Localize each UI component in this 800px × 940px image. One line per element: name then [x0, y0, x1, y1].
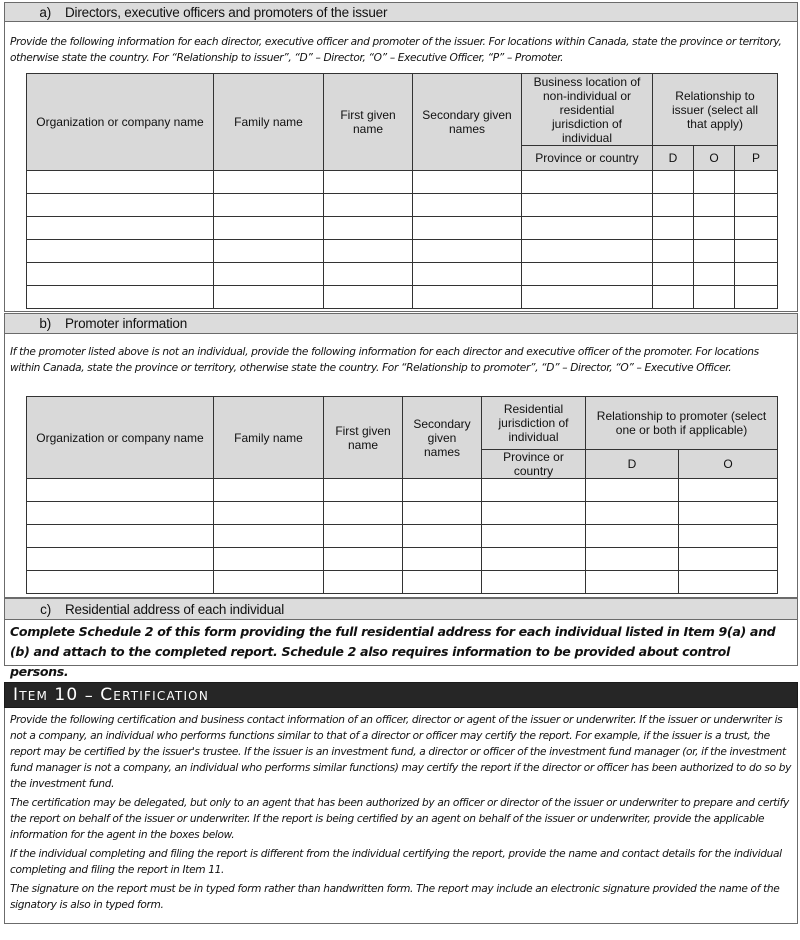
col-first-given-name: First given name — [324, 74, 413, 171]
org-name-input[interactable] — [27, 525, 213, 547]
first-given-name-input[interactable] — [324, 171, 412, 193]
cell-province-country[interactable] — [522, 171, 653, 194]
cell-secondary-given-names[interactable] — [413, 194, 522, 217]
cell-first-given-name[interactable] — [324, 525, 403, 548]
rel-d-input[interactable] — [586, 479, 678, 501]
col-rel-p: P — [735, 146, 778, 171]
cell-province-country[interactable] — [482, 548, 586, 571]
item-10-instructions — [10, 712, 792, 913]
cell-rel-o[interactable] — [694, 263, 735, 286]
family-name-input[interactable] — [214, 286, 323, 308]
province-country-input[interactable] — [482, 502, 585, 524]
cell-secondary-given-names[interactable] — [413, 171, 522, 194]
cell-rel-d[interactable] — [653, 263, 694, 286]
section-a-instructions: Provide the following information for each director, executive officer and promoter of the issuer. For locations within Canada, state the province or territory, otherwise state the country. For “Relationship to issuer”, “D” – Director, “O” – Executive Officer, “P” – Promoter. — [10, 36, 782, 64]
rel-o-input[interactable] — [679, 571, 777, 593]
province-country-input[interactable] — [522, 286, 652, 308]
org-name-input[interactable] — [27, 479, 213, 501]
province-country-input[interactable] — [482, 571, 585, 593]
rel-d-input[interactable] — [653, 286, 693, 308]
col-location-group: Residential jurisdiction of individual — [482, 397, 586, 450]
item-10-paragraph-2: The certification may be delegated, but only to an agent that has been authorized by an officer or director of the issuer or underwriter to prepare and certify the report on behalf of the issuer or underwriter. If the report is being certified by an agent on behalf of the issuer or underwriter, provide the applicable information for the agent in the boxes below. — [10, 797, 789, 841]
cell-org-name[interactable] — [27, 571, 214, 594]
rel-o-input[interactable] — [679, 525, 777, 547]
cell-family-name[interactable] — [214, 502, 324, 525]
rel-p-input[interactable] — [735, 240, 777, 262]
table-row — [27, 548, 778, 571]
cell-province-country[interactable] — [522, 194, 653, 217]
item-10-prefix: Item — [13, 685, 49, 705]
cell-secondary-given-names[interactable] — [403, 548, 482, 571]
section-a-title: Directors, executive officers and promoters of the issuer — [65, 4, 388, 20]
cell-org-name[interactable] — [27, 263, 214, 286]
cell-rel-o[interactable] — [679, 571, 778, 594]
rel-p-input[interactable] — [735, 263, 777, 285]
first-given-name-input[interactable] — [324, 194, 412, 216]
cell-rel-o[interactable] — [694, 240, 735, 263]
cell-family-name[interactable] — [214, 525, 324, 548]
family-name-input[interactable] — [214, 548, 323, 570]
item-10-paragraph-3: If the individual completing and filing the report is different from the individual certifying the report, provide the name and contact details for the individual completing and filing the report in Item 11. — [10, 848, 782, 876]
cell-rel-o[interactable] — [679, 479, 778, 502]
family-name-input[interactable] — [214, 194, 323, 216]
family-name-input[interactable] — [214, 240, 323, 262]
cell-province-country[interactable] — [522, 263, 653, 286]
family-name-input[interactable] — [214, 502, 323, 524]
table-row — [27, 263, 778, 286]
cell-rel-o[interactable] — [694, 217, 735, 240]
cell-rel-p[interactable] — [735, 240, 778, 263]
province-country-input[interactable] — [522, 171, 652, 193]
col-rel-o: O — [679, 450, 778, 479]
family-name-input[interactable] — [214, 171, 323, 193]
cell-province-country[interactable] — [522, 286, 653, 309]
org-name-input[interactable] — [27, 171, 213, 193]
cell-first-given-name[interactable] — [324, 479, 403, 502]
province-country-input[interactable] — [522, 217, 652, 239]
cell-family-name[interactable] — [214, 479, 324, 502]
cell-province-country[interactable] — [482, 571, 586, 594]
cell-first-given-name[interactable] — [324, 263, 413, 286]
section-a-header — [4, 2, 798, 22]
cell-rel-d[interactable] — [653, 217, 694, 240]
cell-secondary-given-names[interactable] — [403, 479, 482, 502]
col-org-name: Organization or company name — [27, 397, 214, 479]
first-given-name-input[interactable] — [324, 479, 402, 501]
first-given-name-input[interactable] — [324, 548, 402, 570]
col-secondary-given-names: Secondary given names — [403, 397, 482, 479]
rel-o-input[interactable] — [694, 194, 734, 216]
secondary-given-names-input[interactable] — [413, 263, 521, 285]
rel-o-input[interactable] — [694, 171, 734, 193]
rel-p-input[interactable] — [735, 217, 777, 239]
first-given-name-input[interactable] — [324, 240, 412, 262]
cell-first-given-name[interactable] — [324, 548, 403, 571]
col-rel-d: D — [586, 450, 679, 479]
cell-secondary-given-names[interactable] — [403, 525, 482, 548]
rel-p-input[interactable] — [735, 286, 777, 308]
item-10-number: 10 — [54, 685, 79, 705]
table-row — [27, 171, 778, 194]
secondary-given-names-input[interactable] — [403, 548, 481, 570]
cell-family-name[interactable] — [214, 240, 324, 263]
cell-rel-d[interactable] — [653, 194, 694, 217]
cell-first-given-name[interactable] — [324, 217, 413, 240]
secondary-given-names-input[interactable] — [413, 286, 521, 308]
cell-rel-p[interactable] — [735, 171, 778, 194]
table-row — [27, 479, 778, 502]
rel-p-input[interactable] — [735, 171, 777, 193]
cell-family-name[interactable] — [214, 217, 324, 240]
cell-org-name[interactable] — [27, 194, 214, 217]
rel-d-input[interactable] — [653, 240, 693, 262]
first-given-name-input[interactable] — [324, 286, 412, 308]
secondary-given-names-input[interactable] — [403, 571, 481, 593]
col-province-country: Province or country — [522, 146, 653, 171]
table-row — [27, 571, 778, 594]
cell-secondary-given-names[interactable] — [413, 240, 522, 263]
org-name-input[interactable] — [27, 194, 213, 216]
province-country-input[interactable] — [522, 194, 652, 216]
cell-org-name[interactable] — [27, 525, 214, 548]
item-10-header — [4, 682, 798, 708]
rel-d-input[interactable] — [653, 194, 693, 216]
col-province-country: Province or country — [482, 450, 586, 479]
item-10-paragraph-4: The signature on the report must be in typed form rather than handwritten form. The report may include an electronic signature provided the name of the signatory is also in typed form. — [10, 883, 780, 911]
rel-o-input[interactable] — [694, 217, 734, 239]
cell-org-name[interactable] — [27, 479, 214, 502]
cell-rel-d[interactable] — [586, 502, 679, 525]
col-secondary-given-names: Secondary given names — [413, 74, 522, 171]
section-a-letter: a) — [39, 4, 51, 20]
province-country-input[interactable] — [522, 263, 652, 285]
cell-province-country[interactable] — [482, 525, 586, 548]
rel-d-input[interactable] — [586, 571, 678, 593]
cell-org-name[interactable] — [27, 286, 214, 309]
rel-o-input[interactable] — [694, 263, 734, 285]
cell-rel-o[interactable] — [679, 548, 778, 571]
directors-table — [26, 73, 778, 309]
cell-rel-d[interactable] — [586, 571, 679, 594]
org-name-input[interactable] — [27, 548, 213, 570]
province-country-input[interactable] — [482, 548, 585, 570]
secondary-given-names-input[interactable] — [413, 240, 521, 262]
rel-d-input[interactable] — [586, 548, 678, 570]
cell-org-name[interactable] — [27, 240, 214, 263]
secondary-given-names-input[interactable] — [403, 479, 481, 501]
section-b-instructions: If the promoter listed above is not an individual, provide the following information for each director and executive officer of the promoter. For locations within Canada, state the province or territory, otherwise state the country. For “Relationship to promoter”, “D” – Director, “O” – Executive Officer. — [10, 346, 759, 374]
secondary-given-names-input[interactable] — [413, 217, 521, 239]
cell-rel-o[interactable] — [694, 194, 735, 217]
org-name-input[interactable] — [27, 217, 213, 239]
rel-d-input[interactable] — [653, 263, 693, 285]
rel-d-input[interactable] — [653, 217, 693, 239]
cell-secondary-given-names[interactable] — [403, 502, 482, 525]
col-location-group: Business location of non-individual or residential jurisdiction of individual — [522, 74, 653, 146]
section-b-header — [4, 313, 798, 334]
first-given-name-input[interactable] — [324, 571, 402, 593]
cell-family-name[interactable] — [214, 171, 324, 194]
first-given-name-input[interactable] — [324, 263, 412, 285]
cell-rel-d[interactable] — [586, 479, 679, 502]
org-name-input[interactable] — [27, 502, 213, 524]
cell-rel-o[interactable] — [694, 286, 735, 309]
cell-rel-o[interactable] — [679, 502, 778, 525]
family-name-input[interactable] — [214, 263, 323, 285]
org-name-input[interactable] — [27, 240, 213, 262]
cell-secondary-given-names[interactable] — [413, 217, 522, 240]
cell-rel-p[interactable] — [735, 286, 778, 309]
table-row — [27, 502, 778, 525]
col-relationship-group: Relationship to promoter (select one or both if applicable) — [586, 397, 778, 450]
cell-rel-d[interactable] — [653, 171, 694, 194]
cell-rel-o[interactable] — [694, 171, 735, 194]
province-country-input[interactable] — [482, 479, 585, 501]
cell-first-given-name[interactable] — [324, 171, 413, 194]
cell-first-given-name[interactable] — [324, 286, 413, 309]
province-country-input[interactable] — [522, 240, 652, 262]
cell-first-given-name[interactable] — [324, 194, 413, 217]
cell-secondary-given-names[interactable] — [413, 286, 522, 309]
item-10-dash: – — [84, 685, 94, 705]
cell-family-name[interactable] — [214, 571, 324, 594]
rel-d-input[interactable] — [586, 525, 678, 547]
cell-org-name[interactable] — [27, 217, 214, 240]
secondary-given-names-input[interactable] — [413, 194, 521, 216]
col-relationship-group: Relationship to issuer (select all that apply) — [653, 74, 778, 146]
cell-first-given-name[interactable] — [324, 571, 403, 594]
family-name-input[interactable] — [214, 571, 323, 593]
col-rel-d: D — [653, 146, 694, 171]
rel-p-input[interactable] — [735, 194, 777, 216]
cell-rel-p[interactable] — [735, 194, 778, 217]
cell-province-country[interactable] — [482, 502, 586, 525]
cell-rel-p[interactable] — [735, 263, 778, 286]
section-c-title: Residential address of each individual — [65, 601, 285, 617]
secondary-given-names-input[interactable] — [413, 171, 521, 193]
cell-org-name[interactable] — [27, 548, 214, 571]
cell-rel-d[interactable] — [586, 548, 679, 571]
table-row — [27, 525, 778, 548]
cell-first-given-name[interactable] — [324, 240, 413, 263]
col-family-name: Family name — [214, 74, 324, 171]
cell-rel-d[interactable] — [653, 286, 694, 309]
cell-family-name[interactable] — [214, 263, 324, 286]
col-first-given-name: First given name — [324, 397, 403, 479]
cell-rel-d[interactable] — [586, 525, 679, 548]
secondary-given-names-input[interactable] — [403, 502, 481, 524]
section-c-instructions: Complete Schedule 2 of this form providing the full residential address for each individual listed in Item 9(a) and (b) and attach to the completed report. Schedule 2 also requires information to be provided about control persons. — [10, 624, 776, 679]
cell-secondary-given-names[interactable] — [413, 263, 522, 286]
org-name-input[interactable] — [27, 571, 213, 593]
cell-province-country[interactable] — [522, 217, 653, 240]
item-10-paragraph-1: Provide the following certification and business contact information of an officer, director or agent of the issuer or underwriter. If the issuer or underwriter is not a company, an individual who performs functions similar to that of a director or officer may certify the report. For example, if the issuer is a trust, the report may be certified by the issuer's trustee. If the issuer is an investment fund, a director or officer of the investment fund manager (or, if the investment fund manager is not a company, an individual who performs similar functions) may certify the report if the director or officer has been authorized to do so by the investment fund. — [10, 714, 792, 790]
rel-o-input[interactable] — [694, 286, 734, 308]
rel-o-input[interactable] — [679, 479, 777, 501]
cell-first-given-name[interactable] — [324, 502, 403, 525]
section-b-letter: b) — [39, 316, 51, 331]
table-row — [27, 240, 778, 263]
first-given-name-input[interactable] — [324, 525, 402, 547]
family-name-input[interactable] — [214, 479, 323, 501]
cell-rel-p[interactable] — [735, 217, 778, 240]
province-country-input[interactable] — [482, 525, 585, 547]
cell-province-country[interactable] — [522, 240, 653, 263]
rel-o-input[interactable] — [679, 502, 777, 524]
secondary-given-names-input[interactable] — [403, 525, 481, 547]
cell-org-name[interactable] — [27, 502, 214, 525]
col-rel-o: O — [694, 146, 735, 171]
family-name-input[interactable] — [214, 525, 323, 547]
item-10-title: Certification — [100, 685, 210, 705]
rel-d-input[interactable] — [586, 502, 678, 524]
rel-o-input[interactable] — [694, 240, 734, 262]
cell-secondary-given-names[interactable] — [403, 571, 482, 594]
table-row — [27, 286, 778, 309]
section-c-letter: c) — [40, 601, 51, 617]
org-name-input[interactable] — [27, 263, 213, 285]
cell-rel-d[interactable] — [653, 240, 694, 263]
first-given-name-input[interactable] — [324, 502, 402, 524]
first-given-name-input[interactable] — [324, 217, 412, 239]
col-family-name: Family name — [214, 397, 324, 479]
promoter-table — [26, 396, 778, 594]
cell-rel-o[interactable] — [679, 525, 778, 548]
cell-org-name[interactable] — [27, 171, 214, 194]
rel-d-input[interactable] — [653, 171, 693, 193]
cell-family-name[interactable] — [214, 194, 324, 217]
col-org-name: Organization or company name — [27, 74, 214, 171]
cell-family-name[interactable] — [214, 286, 324, 309]
cell-family-name[interactable] — [214, 548, 324, 571]
table-row — [27, 194, 778, 217]
section-c-header — [4, 598, 798, 620]
family-name-input[interactable] — [214, 217, 323, 239]
section-b-title: Promoter information — [65, 316, 188, 331]
table-row — [27, 217, 778, 240]
cell-province-country[interactable] — [482, 479, 586, 502]
org-name-input[interactable] — [27, 286, 213, 308]
rel-o-input[interactable] — [679, 548, 777, 570]
